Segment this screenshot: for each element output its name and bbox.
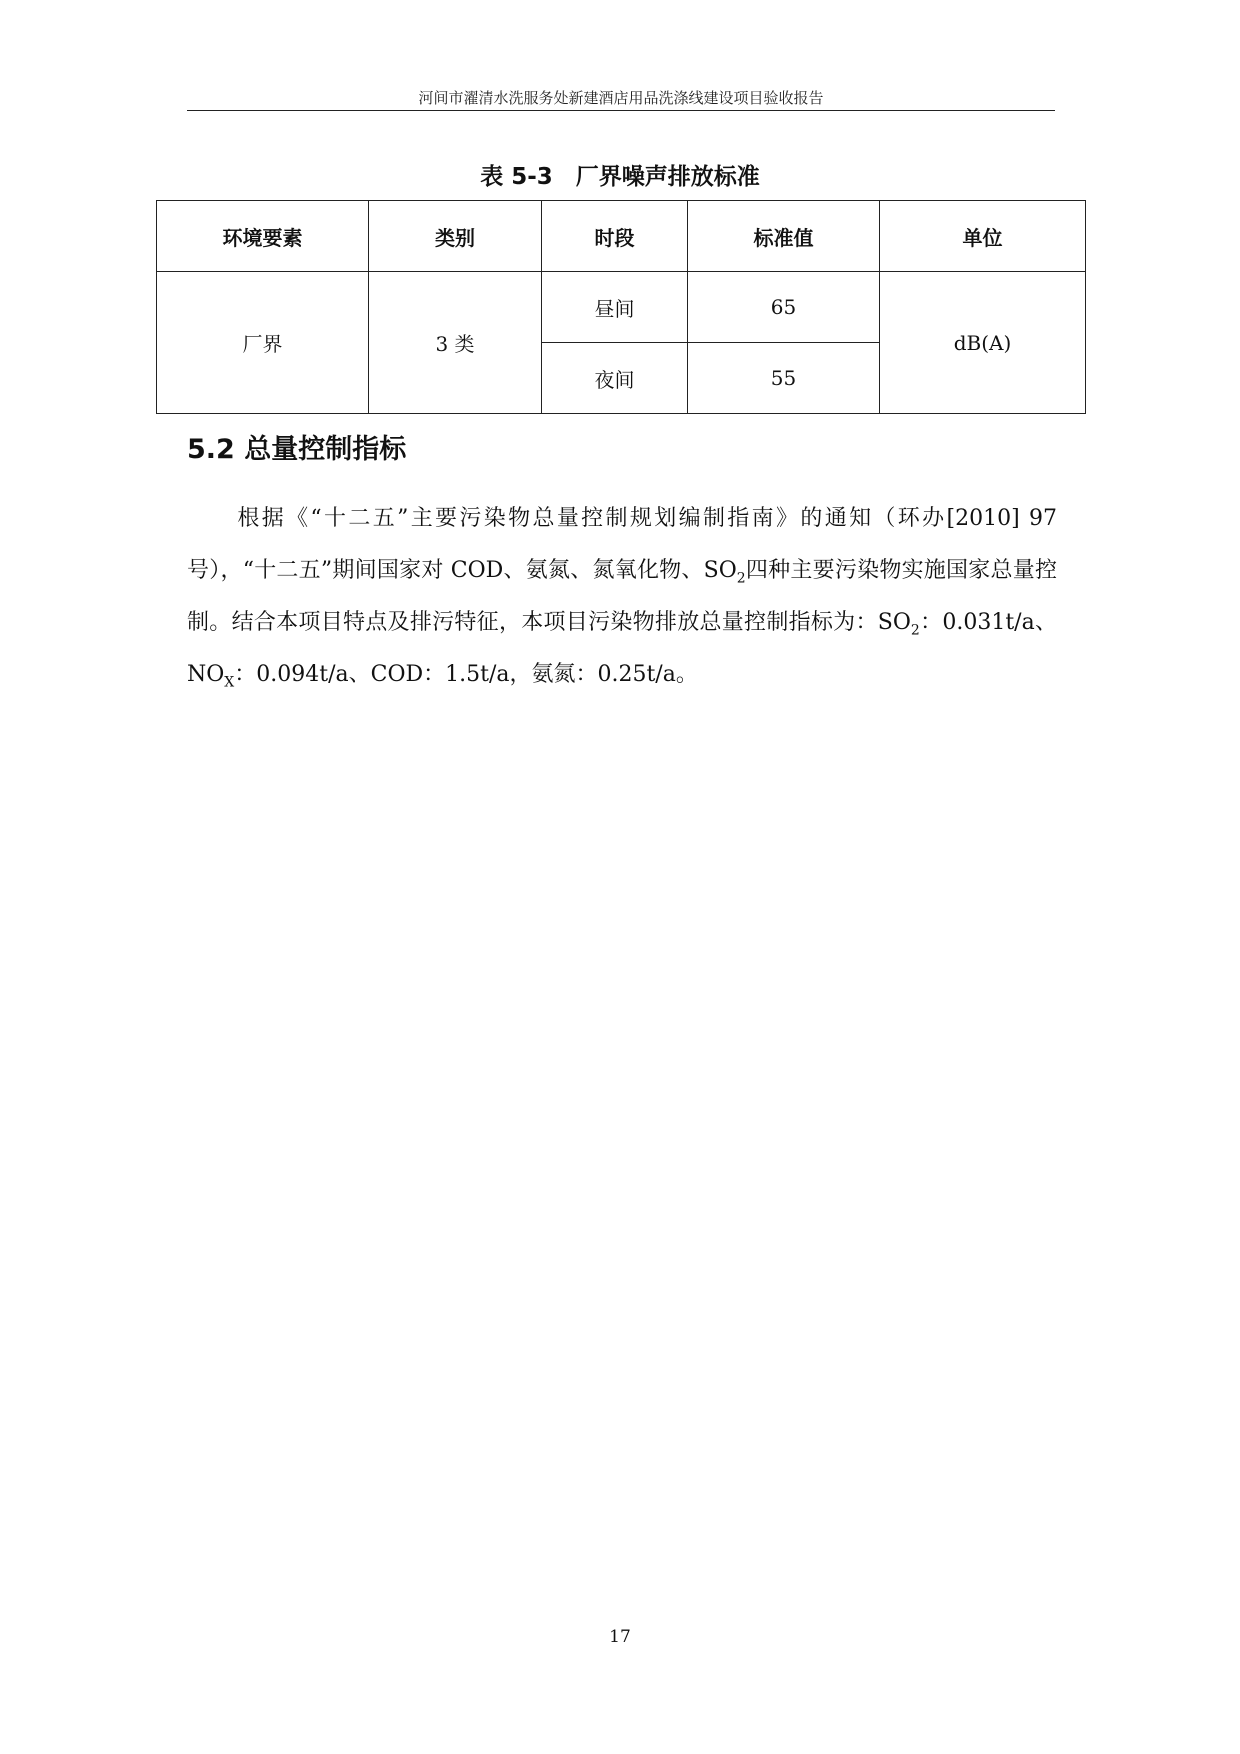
table-row bbox=[157, 272, 1086, 343]
paragraph-text: 四种主要污染物实施国家总量控制。结合本项目特点及排污特征，本项目污染物排放总量控制指标为：SO bbox=[187, 558, 1057, 635]
period-cell: 夜间 bbox=[542, 343, 688, 414]
paragraph-text: 根据《“十二五”主要污染物总量控制规划编制指南》的通知（环办[2010] 97号），“十二五”期间国家对 COD、氨氮、氮氧化物、SO bbox=[187, 506, 1057, 583]
running-header: 河间市濯清水洗服务处新建酒店用品洗涤线建设项目验收报告 bbox=[418, 89, 824, 107]
subscript: X bbox=[224, 674, 235, 691]
noise-standard-table bbox=[156, 200, 1086, 414]
table-header-cell: 环境要素 bbox=[157, 201, 369, 272]
subscript: 2 bbox=[910, 622, 920, 639]
table-header-cell: 单位 bbox=[880, 201, 1086, 272]
paragraph-text: ：0.031t/a、NO bbox=[187, 610, 1057, 687]
page-number: 17 bbox=[609, 1627, 631, 1647]
table-header-cell: 标准值 bbox=[688, 201, 880, 272]
element-cell: 厂界 bbox=[157, 272, 369, 414]
section-heading: 5.2 总量控制指标 bbox=[187, 434, 407, 465]
table-header-cell: 类别 bbox=[369, 201, 542, 272]
table-caption: 表 5-3 厂界噪声排放标准 bbox=[480, 164, 760, 190]
period-cell: 昼间 bbox=[542, 272, 688, 343]
table-header-row bbox=[157, 201, 1086, 272]
value-cell: 65 bbox=[688, 272, 880, 343]
paragraph-text: ：0.094t/a、COD：1.5t/a，氨氮：0.25t/a。 bbox=[234, 662, 698, 687]
unit-cell: dB(A) bbox=[880, 272, 1086, 414]
table-header-cell: 时段 bbox=[542, 201, 688, 272]
body-paragraph bbox=[187, 493, 1057, 701]
category-cell: 3 类 bbox=[369, 272, 542, 414]
header-divider bbox=[187, 110, 1055, 111]
subscript: 2 bbox=[736, 570, 746, 587]
value-cell: 55 bbox=[688, 343, 880, 414]
